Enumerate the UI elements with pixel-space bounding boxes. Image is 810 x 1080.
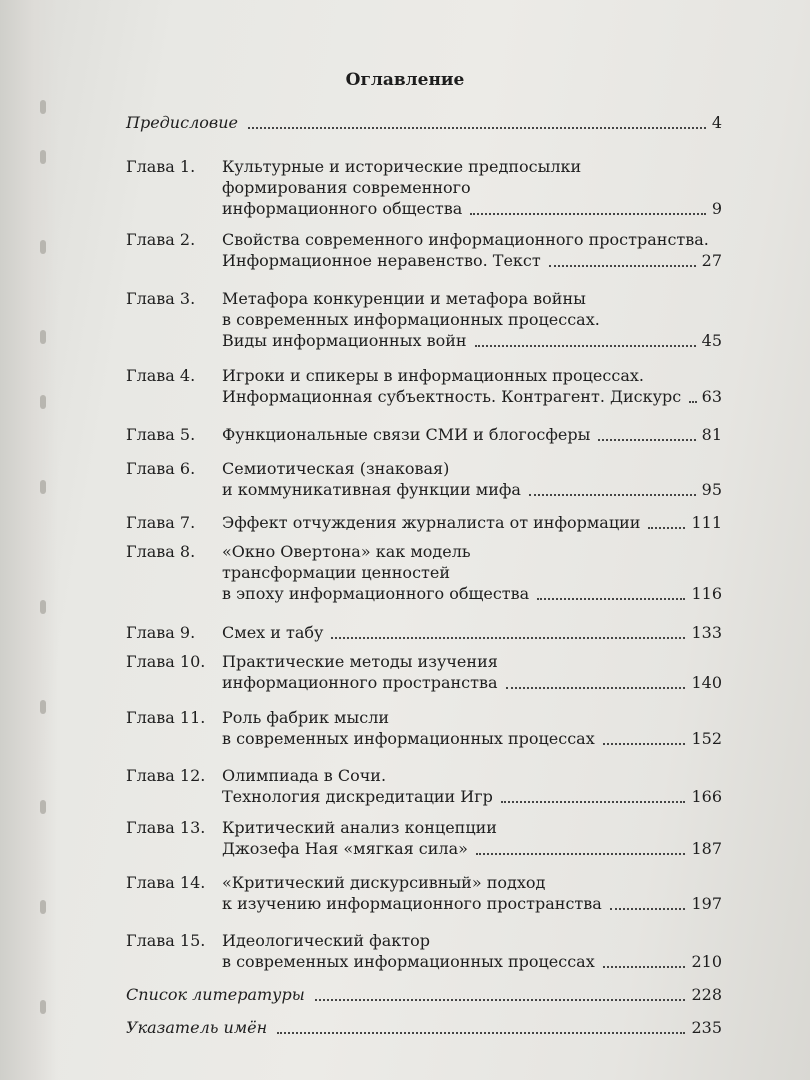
dot-leader bbox=[549, 265, 696, 267]
toc-entry[interactable] bbox=[0, 766, 810, 808]
chapter-number: Глава 3. bbox=[126, 289, 196, 308]
dot-leader bbox=[648, 527, 685, 529]
page-number: 166 bbox=[691, 787, 722, 806]
toc-entry[interactable] bbox=[0, 289, 810, 352]
chapter-title-line: «Критический дискурсивный» подход bbox=[222, 873, 546, 892]
chapter-title-line: Виды информационных войн bbox=[222, 331, 467, 350]
toc-section-title: Указатель имён bbox=[126, 1018, 268, 1037]
chapter-number: Глава 12. bbox=[126, 766, 206, 785]
chapter-title-line: информационного общества bbox=[222, 199, 463, 218]
chapter-number: Глава 8. bbox=[126, 542, 196, 561]
chapter-title-line: Идеологический фактор bbox=[222, 931, 430, 950]
chapter-title-line: Игроки и спикеры в информационных процессах. bbox=[222, 366, 644, 385]
chapter-title-line: в современных информационных процессах bbox=[222, 952, 595, 971]
chapter-number: Глава 11. bbox=[126, 708, 206, 727]
chapter-title-line: Критический анализ концепции bbox=[222, 818, 497, 837]
page-number: 111 bbox=[691, 513, 722, 532]
page-number: 210 bbox=[691, 952, 722, 971]
toc-entry[interactable] bbox=[0, 113, 810, 134]
toc-entry[interactable] bbox=[0, 931, 810, 973]
page-title: Оглавление bbox=[345, 70, 465, 90]
page-number: 95 bbox=[701, 480, 722, 499]
page-number: 152 bbox=[691, 729, 722, 748]
chapter-title-line: и коммуникативная функции мифа bbox=[222, 480, 521, 499]
dot-leader bbox=[506, 687, 686, 689]
dot-leader bbox=[603, 966, 686, 968]
chapter-title-line: Информационная субъектность. Контрагент. Дискурс bbox=[222, 387, 682, 406]
toc-entry[interactable] bbox=[0, 157, 810, 220]
toc-entry[interactable] bbox=[0, 425, 810, 446]
chapter-number: Глава 14. bbox=[126, 873, 206, 892]
chapter-title-line: Информационное неравенство. Текст bbox=[222, 251, 541, 270]
toc-entry[interactable] bbox=[0, 459, 810, 501]
page-number: 63 bbox=[701, 387, 722, 406]
page-number: 140 bbox=[691, 673, 722, 692]
dot-leader bbox=[501, 801, 686, 803]
chapter-number: Глава 4. bbox=[126, 366, 196, 385]
dot-leader bbox=[331, 637, 685, 639]
chapter-title-line: Свойства современного информационного пространства. bbox=[222, 230, 709, 249]
toc-entry[interactable] bbox=[0, 513, 810, 534]
chapter-number: Глава 15. bbox=[126, 931, 206, 950]
chapter-title-line: Культурные и исторические предпосылки bbox=[222, 157, 582, 176]
dot-leader bbox=[475, 345, 696, 347]
chapter-title-line: в эпоху информационного общества bbox=[222, 584, 530, 603]
chapter-title-line: Джозефа Ная «мягкая сила» bbox=[222, 839, 468, 858]
dot-leader bbox=[603, 743, 686, 745]
chapter-title-line: Метафора конкуренции и метафора войны bbox=[222, 289, 586, 308]
page-number: 228 bbox=[691, 985, 722, 1004]
toc-entry[interactable] bbox=[0, 230, 810, 272]
dot-leader bbox=[610, 908, 686, 910]
chapter-title-line: Практические методы изучения bbox=[222, 652, 498, 671]
chapter-title-line: Функциональные связи СМИ и блогосферы bbox=[222, 425, 591, 444]
page-number: 4 bbox=[711, 113, 722, 132]
chapter-number: Глава 7. bbox=[126, 513, 196, 532]
chapter-number: Глава 10. bbox=[126, 652, 206, 671]
page-number: 197 bbox=[691, 894, 722, 913]
chapter-title-line: Технология дискредитации Игр bbox=[222, 787, 493, 806]
chapter-title-line: Роль фабрик мысли bbox=[222, 708, 390, 727]
page-number: 81 bbox=[701, 425, 722, 444]
dot-leader bbox=[537, 598, 685, 600]
chapter-title-line: Эффект отчуждения журналиста от информации bbox=[222, 513, 641, 532]
chapter-number: Глава 13. bbox=[126, 818, 206, 837]
chapter-title-line: Олимпиада в Сочи. bbox=[222, 766, 387, 785]
dot-leader bbox=[689, 401, 697, 403]
toc-entry[interactable] bbox=[0, 623, 810, 644]
toc-section-title: Предисловие bbox=[126, 113, 238, 132]
dot-leader bbox=[248, 127, 706, 129]
toc-entry[interactable] bbox=[0, 818, 810, 860]
toc-entry[interactable] bbox=[0, 985, 810, 1006]
toc-entry[interactable] bbox=[0, 652, 810, 694]
page-number: 9 bbox=[711, 199, 722, 218]
chapter-number: Глава 5. bbox=[126, 425, 196, 444]
dot-leader bbox=[476, 853, 686, 855]
chapter-title-line: Смех и табу bbox=[222, 623, 324, 642]
toc-section-title: Список литературы bbox=[126, 985, 305, 1004]
chapter-title-line: «Окно Овертона» как модель bbox=[222, 542, 471, 561]
page-number: 133 bbox=[691, 623, 722, 642]
chapter-number: Глава 1. bbox=[126, 157, 196, 176]
chapter-title-line: к изучению информационного пространства bbox=[222, 894, 602, 913]
chapter-title-line: Семиотическая (знаковая) bbox=[222, 459, 450, 478]
dot-leader bbox=[598, 439, 695, 441]
chapter-number: Глава 2. bbox=[126, 230, 196, 249]
chapter-title-line: трансформации ценностей bbox=[222, 563, 451, 582]
chapter-title-line: в современных информационных процессах bbox=[222, 729, 595, 748]
chapter-number: Глава 9. bbox=[126, 623, 196, 642]
dot-leader bbox=[277, 1032, 685, 1034]
page-number: 45 bbox=[701, 331, 722, 350]
toc-entry[interactable] bbox=[0, 873, 810, 915]
chapter-title-line: формирования современного bbox=[222, 178, 471, 197]
dot-leader bbox=[315, 999, 686, 1001]
dot-leader bbox=[470, 213, 705, 215]
toc-entry[interactable] bbox=[0, 542, 810, 605]
toc-entry[interactable] bbox=[0, 1018, 810, 1039]
page-number: 235 bbox=[691, 1018, 722, 1037]
chapter-title-line: в современных информационных процессах. bbox=[222, 310, 600, 329]
page-number: 27 bbox=[701, 251, 722, 270]
chapter-number: Глава 6. bbox=[126, 459, 196, 478]
page-number: 116 bbox=[691, 584, 722, 603]
page-number: 187 bbox=[691, 839, 722, 858]
chapter-title-line: информационного пространства bbox=[222, 673, 498, 692]
dot-leader bbox=[529, 494, 696, 496]
toc-entry[interactable] bbox=[0, 366, 810, 408]
toc-entry[interactable] bbox=[0, 708, 810, 750]
